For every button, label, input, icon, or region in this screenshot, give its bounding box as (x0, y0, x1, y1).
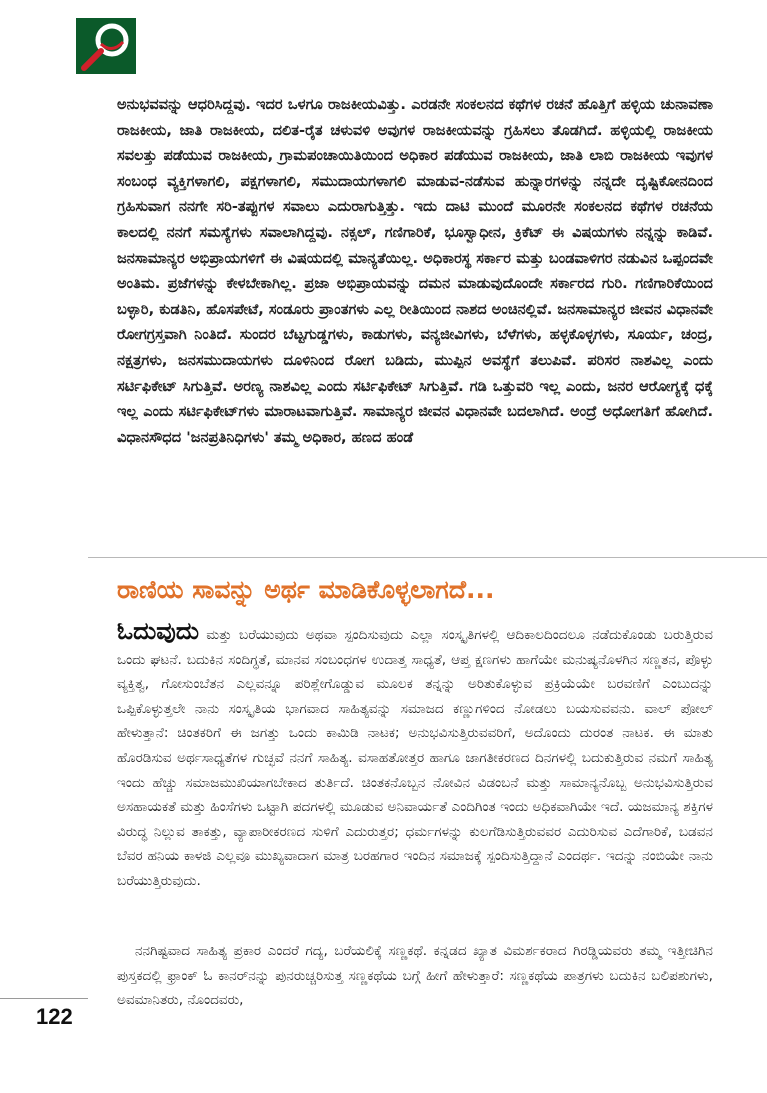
lead-word: ಓದುವುದು (117, 617, 199, 645)
body-paragraph: ಅನುಭವವನ್ನು ಆಧರಿಸಿದ್ದವು. ಇದರ ಒಳಗೂ ರಾಜಕೀಯವಿತ್ತು. ಎರಡನೇ ಸಂಕಲನದ ಕಥೆಗಳ ರಚನೆ ಹೊತ್ತಿಗೆ ಹಳ್ಳಿಯ ಚುನಾವಣಾ ರಾಜಕೀಯ, ಜಾತಿ ರಾಜಕೀಯ, ದಲಿತ-ರೈತ ಚಳುವಳಿ ಅವುಗಳ ರಾಜಕೀಯವನ್ನು ಗ್ರಹಿಸಲು ತೊಡಗಿದೆ. ಹಳ್ಳಿಯಲ್ಲಿ ರಾಜಕೀಯ ಸವಲತ್ತು ಪಡೆಯುವ ರಾಜಕೀಯ, ಗ್ರಾಮಪಂಚಾಯಿತಿಯಿಂದ ಅಧಿಕಾರ ಪಡೆಯುವ ರಾಜಕೀಯ, ಜಾತಿ ಲಾಬಿ ರಾಜಕೀಯ ಇವುಗಳ ಸಂಬಂಧ ವ್ಯಕ್ತಿಗಳಾಗಲಿ, ಪಕ್ಷಗಳಾಗಲಿ, ಸಮುದಾಯಗಳಾಗಲಿ ಮಾಡುವ-ನಡೆಸುವ ಹುನ್ನಾರಗಳನ್ನು ನನ್ನದೇ ದೃಷ್ಟಿಕೋನದಿಂದ ಗ್ರಹಿಸುವಾಗ ನನಗೇ ಸರಿ-ತಪ್ಪುಗಳ ಸವಾಲು ಎದುರಾಗುತ್ತಿತ್ತು. ಇದು ದಾಟಿ ಮುಂದೆ ಮೂರನೇ ಸಂಕಲನದ ಕಥೆಗಳ ರಚನೆಯ ಕಾಲದಲ್ಲಿ ನನಗೆ ಸಮಸ್ಯೆಗಳು ಸವಾಲಾಗಿದ್ದವು. ನಕ್ಸಲ್, ಗಣಿಗಾರಿಕೆ, ಭೂಸ್ವಾಧೀನ, ಕ್ರಿಕೆಟ್ ಈ ವಿಷಯಗಳು ನನ್ನನ್ನು ಕಾಡಿವೆ. ಜನಸಾಮಾನ್ಯರ ಅಭಿಪ್ರಾಯಗಳಿಗೆ ಈ ವಿಷಯದಲ್ಲಿ ಮಾನ್ಯತೆಯಿಲ್ಲ. ಅಧಿಕಾರಸ್ಥ ಸರ್ಕಾರ ಮತ್ತು ಬಂಡವಾಳಿಗರ ನಡುವಿನ ಒಪ್ಪಂದವೇ ಅಂತಿಮ. ಪ್ರಜೆಗಳನ್ನು ಕೇಳಬೇಕಾಗಿಲ್ಲ. ಪ್ರಜಾ ಅಭಿಪ್ರಾಯವನ್ನು ದಮನ ಮಾಡುವುದೊಂದೇ ಸರ್ಕಾರದ ಗುರಿ. ಗಣಿಗಾರಿಕೆಯಿಂದ ಬಳ್ಳಾರಿ, ಕುಡತಿನಿ, ಹೊಸಪೇಟೆ, ಸಂಡೂರು ಪ್ರಾಂತಗಳು ಎಲ್ಲ ರೀತಿಯಿಂದ ನಾಶದ ಅಂಚಿನಲ್ಲಿವೆ. ಜನಸಾಮಾನ್ಯರ ಜೀವನ ವಿಧಾನವೇ ರೋಗಗ್ರಸ್ತವಾಗಿ ನಿಂತಿದೆ. ಸುಂದರ ಬೆಟ್ಟಗುಡ್ಡಗಳು, ಕಾಡುಗಳು, ವನ್ಯಜೀವಿಗಳು, ಬೆಳೆಗಳು, ಹಳ್ಳಕೊಳ್ಳಗಳು, ಸೂರ್ಯ, ಚಂದ್ರ, ನಕ್ಷತ್ರಗಳು, ಜನಸಮುದಾಯಗಳು ದೂಳಿನಿಂದ ರೋಗ ಬಡಿದು, ಮುಪ್ಪಿನ ಅವಸ್ಥೆಗೆ ತಲುಪಿವೆ. ಪರಿಸರ ನಾಶವಿಲ್ಲ ಎಂದು ಸರ್ಟಿಫಿಕೇಟ್ ಸಿಗುತ್ತಿವೆ. ಅರಣ್ಯ ನಾಶವಿಲ್ಲ ಎಂದು ಸರ್ಟಿಫಿಕೇಟ್ ಸಿಗುತ್ತಿವೆ. ಗಡಿ ಒತ್ತುವರಿ ಇಲ್ಲ ಎಂದು, ಜನರ ಆರೋಗ್ಯಕ್ಕೆ ಧಕ್ಕೆ ಇಲ್ಲ ಎಂದು ಸರ್ಟಿಫಿಕೇಟ್‌ಗಳು ಮಾರಾಟವಾಗುತ್ತಿವೆ. ಸಾಮಾನ್ಯರ ಜೀವನ ವಿಧಾನವೇ ಬದಲಾಗಿದೆ. ಅಂದ್ರೆ ಅಧೋಗತಿಗೆ ಹೋಗಿದೆ. ವಿಧಾನಸೌಧದ 'ಜನಪ್ರತಿನಿಧಿಗಳು' ತಮ್ಮ ಅಧಿಕಾರ, ಹಣದ ಹಂಡೆ (117, 96, 713, 446)
section-paragraph-text: ಮತ್ತು ಬರೆಯುವುದು ಅಥವಾ ಸ್ಪಂದಿಸುವುದು ಎಲ್ಲಾ ಸಂಸ್ಕೃತಿಗಳಲ್ಲಿ ಆದಿಕಾಲದಿಂದಲೂ ನಡೆದುಕೊಂಡು ಬರುತ್ತಿರುವ ಒಂದು ಘಟನೆ. ಬದುಕಿನ ಸಂದಿಗ್ಧತೆ, ಮಾನವ ಸಂಬಂಧಗಳ ಉದಾತ್ತ ಸಾಧ್ಯತೆ, ಆಪ್ತ ಕ್ಷಣಗಳು ಹಾಗೆಯೇ ಮನುಷ್ಯನೊಳಗಿನ ಸಣ್ಣತನ, ಪೊಳ್ಳು ವ್ಯಕ್ತಿತ್ವ, ಗೋಸುಂಬೆತನ ಎಲ್ಲವನ್ನೂ ಪರಿಶ್ಲೇಗೊಡ್ಡುವ ಮೂಲಕ ತನ್ನನ್ನು ಅರಿತುಕೊಳ್ಳುವ ಪ್ರಕ್ರಿಯೆಯೇ ಬರವಣಿಗೆ ಎಂಬುದನ್ನು ಒಪ್ಪಿಕೊಳ್ಳುತ್ತಲೇ ನಾನು ಸಂಸ್ಕೃತಿಯ ಭಾಗವಾದ ಸಾಹಿತ್ಯವನ್ನು ಸಮಾಜದ ಕಣ್ಣುಗಳಿಂದ ನೋಡಲು ಬಯಸುವವನು. ವಾಲ್ ಪೋಲ್ ಹೇಳುತ್ತಾನೆ: ಚಿಂತಕರಿಗೆ ಈ ಜಗತ್ತು ಒಂದು ಕಾಮಿಡಿ ನಾಟಕ; ಅನುಭವಿಸುತ್ತಿರುವವರಿಗೆ, ಅದೊಂದು ದುರಂತ ನಾಟಕ. ಈ ಮಾತು ಹೊರಡಿಸುವ ಅರ್ಥಸಾಧ್ಯತೆಗಳ ಗುಚ್ಛವೆ ನನಗೆ ಸಾಹಿತ್ಯ. ವಸಾಹತೋತ್ತರ ಹಾಗೂ ಜಾಗತೀಕರಣದ ದಿನಗಳಲ್ಲಿ ಬದುಕುತ್ತಿರುವ ನಮಗೆ ಸಾಹಿತ್ಯ ಇಂದು ಹೆಚ್ಚು ಸಮಾಜಮುಖಿಯಾಗಬೇಕಾದ ತುರ್ತಿದೆ. ಚಿಂತಕನೊಬ್ಬನ ನೋವಿನ ವಿಡಂಬನೆ ಮತ್ತು ಸಾಮಾನ್ಯನೊಬ್ಬ ಅನುಭವಿಸುತ್ತಿರುವ ಅಸಹಾಯಕತೆ ಮತ್ತು ಹಿಂಸೆಗಳು ಒಟ್ಟಾಗಿ ಪದಗಳಲ್ಲಿ ಮೂಡುವ ಅನಿವಾರ್ಯತೆ ಎಂದಿಗಿಂತ ಇಂದು ಅಧಿಕವಾಗಿಯೇ ಇದೆ. ಯಜಮಾನ್ಯ ಶಕ್ತಿಗಳ ವಿರುದ್ಧ ನಿಲ್ಲುವ ತಾಕತ್ತು, ವ್ಯಾಪಾರೀಕರಣದ ಸುಳಿಗೆ ಎದುರುತ್ತರ; ಧರ್ಮಗಳನ್ನು ಕುಲಗೆಡಿಸುತ್ತಿರುವವರ ಎದುರಿಸುವ ಎದೆಗಾರಿಕೆ, ಬಡವನ ಬೆವರ ಹನಿಯ ಕಾಳಜಿ ಎಲ್ಲವೂ ಮುಖ್ಯವಾದಾಗ ಮಾತ್ರ ಬರಹಗಾರ ಇಂದಿನ ಸಮಾಜಕ್ಕೆ ಸ್ಪಂದಿಸುತ್ತಿದ್ದಾನೆ ಎಂದರ್ಥ. ಇದನ್ನು ನಂಬಿಯೇ ನಾನು ಬರೆಯುತ್ತಿರುವುದು. (117, 627, 713, 889)
magnifier-glyph (76, 18, 136, 74)
section-heading: ರಾಣಿಯ ಸಾವನ್ನು ಅರ್ಥ ಮಾಡಿಕೊಳ್ಳಲಾಗದೆ... (117, 575, 495, 604)
magnifier-logo-icon (76, 18, 136, 74)
page-number-rule (0, 998, 88, 999)
page-number: 122 (36, 1004, 73, 1029)
closing-paragraph: ನನಗಿಷ್ಟವಾದ ಸಾಹಿತ್ಯ ಪ್ರಕಾರ ಎಂದರೆ ಗದ್ಯ, ಬರೆಯಲಿಕ್ಕೆ ಸಣ್ಣಕಥೆ. ಕನ್ನಡದ ಖ್ಯಾತ ವಿಮರ್ಶಕರಾದ ಗಿರಡ್ಡಿಯವರು ತಮ್ಮ ಇತ್ತೀಚಿಗಿನ ಪುಸ್ತಕದಲ್ಲಿ ಫ್ರಾಂಕ್ ಓ ಕಾನರ್‌ನನ್ನು ಪುನರುಚ್ಚರಿಸುತ್ತ ಸಣ್ಣಕಥೆಯ ಬಗ್ಗೆ ಹೀಗೆ ಹೇಳುತ್ತಾರೆ: ಸಣ್ಣಕಥೆಯ ಪಾತ್ರಗಳು ಬದುಕಿನ ಬಲಿಪಶುಗಳು, ಅವಮಾನಿತರು, ನೊಂದವರು, (117, 943, 713, 1009)
section-paragraph (117, 619, 713, 894)
section-divider (88, 557, 767, 558)
